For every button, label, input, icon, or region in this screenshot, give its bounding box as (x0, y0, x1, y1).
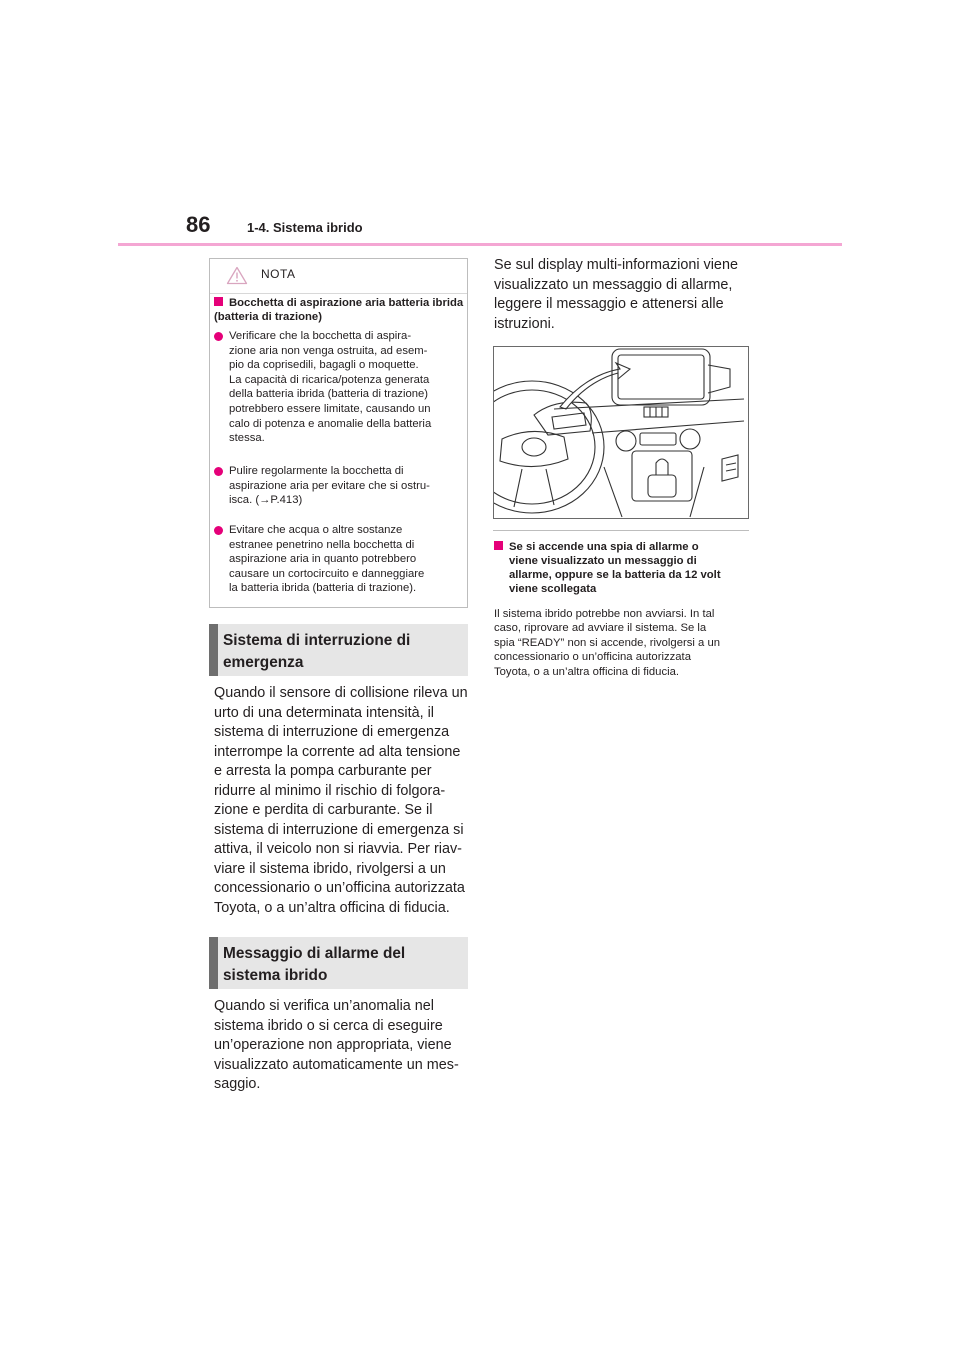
paragraph-line: concessionario o un’officina autorizzata (214, 880, 465, 896)
nota-header (210, 259, 467, 293)
nota-title: NOTA (261, 267, 296, 281)
body-line: concessionario o un’officina autorizzata (494, 651, 691, 664)
page-number: 86 (186, 212, 211, 237)
heading-line: viene visualizzato un messaggio di (509, 555, 697, 567)
paragraph-line: attiva, il veicolo non si riavvia. Per riav- (214, 841, 462, 857)
nota-bullet-line: aspirazione aria in quanto potrebbero (229, 553, 417, 566)
heading-line: viene scollegata (509, 583, 597, 595)
nota-box (209, 258, 468, 608)
display-message-paragraph (494, 256, 750, 334)
warning-message-paragraph (214, 997, 470, 1095)
paragraph-line: sistema di interruzione di emergenza si (214, 821, 464, 838)
paragraph-line: visualizzato un messaggio di allarme, (494, 276, 733, 293)
paragraph-line: interrompe la corrente ad alta tensione (214, 743, 461, 760)
body-line: Toyota, o a un’altra officina di fiducia. (494, 665, 680, 678)
section-header-line: sistema ibrido (223, 967, 328, 984)
paragraph-line: istruzioni. (494, 315, 555, 332)
square-bullet-icon (494, 541, 503, 550)
warning-light-heading (494, 540, 750, 596)
warning-light-body (494, 607, 750, 679)
section-header-line: emergenza (223, 654, 304, 671)
nota-bullet-line: pio da coprisedili, bagagli o moquette. (229, 359, 419, 372)
paragraph-line: leggere il messaggio e attenersi alle (494, 296, 724, 312)
paragraph-line: visualizzato automaticamente un mes- (214, 1056, 459, 1073)
nota-bullet-line: la batteria ibrida (batteria di trazione). (229, 582, 417, 595)
section-header-bar (209, 937, 218, 989)
section-header-line: Sistema di interruzione di (223, 632, 411, 649)
dashboard-illustration (493, 346, 749, 519)
round-bullet-icon (214, 467, 223, 476)
section-title: 1-4. Sistema ibrido (247, 220, 363, 235)
nota-divider (210, 293, 467, 294)
nota-bullet (214, 464, 466, 508)
nota-bullet-line: causare un cortocircuito e danneggiare (229, 567, 425, 580)
paragraph-line: saggio. (214, 1076, 261, 1092)
section-header-bar (209, 624, 218, 676)
nota-bullet-line: zione aria non venga ostruita, ad esem- (229, 344, 428, 357)
body-line: caso, riprovare ad avviare il sistema. Se la (494, 622, 707, 635)
round-bullet-icon (214, 526, 223, 535)
round-bullet-icon (214, 332, 223, 341)
nota-bullet-line: calo di potenza e anomalie della batteria (229, 417, 432, 430)
section-header-emergency-shutoff (209, 624, 468, 676)
header-rule (118, 243, 842, 246)
section-header-line: Messaggio di allarme del (223, 945, 406, 962)
warning-triangle-icon (226, 266, 248, 285)
paragraph-line: viare il sistema ibrido, rivolgersi a un (214, 860, 446, 877)
paragraph-line: un’operazione non appropriata, viene (214, 1037, 452, 1053)
paragraph-line: sistema ibrido o si cerca di eseguire (214, 1017, 443, 1034)
paragraph-line: sistema di interruzione di emergenza (214, 724, 450, 740)
paragraph-line: e arresta la pompa carburante per (214, 763, 432, 779)
body-line: Il sistema ibrido potrebbe non avviarsi. In tal (494, 608, 715, 620)
nota-heading-text: Bocchetta di aspirazione aria batteria ibrida (batteria di trazione) (214, 297, 464, 323)
nota-bullet-line: estranee penetrino nella bocchetta di (229, 538, 415, 551)
nota-bullet-line: Verificare che la bocchetta di aspira- (229, 330, 412, 342)
nota-bullet-line: aspirazione aria per evitare che si ostru- (229, 479, 430, 492)
heading-line: Se si accende una spia di allarme o (509, 541, 699, 553)
paragraph-line: Se sul display multi-informazioni viene (494, 257, 738, 273)
emergency-shutoff-paragraph (214, 684, 470, 918)
nota-bullet-line: Pulire regolarmente la bocchetta di (229, 465, 404, 477)
paragraph-line: urto di una determinata intensità, il (214, 704, 434, 721)
paragraph-line: Quando si verifica un’anomalia nel (214, 998, 434, 1014)
nota-bullet-line: stessa. (229, 432, 265, 445)
square-bullet-icon (214, 297, 223, 306)
nota-bullet (214, 523, 466, 596)
nota-heading (214, 296, 464, 324)
figure-divider (493, 530, 749, 531)
nota-bullet-line: isca. (→P.413) (229, 494, 303, 507)
nota-bullet-line: della batteria ibrida (batteria di trazione) (229, 388, 429, 401)
paragraph-line: Quando il sensore di collisione rileva un (214, 685, 468, 701)
nota-bullet (214, 329, 466, 446)
heading-line: allarme, oppure se la batteria da 12 volt (509, 569, 721, 581)
paragraph-line: zione e perdita di carburante. Se il (214, 802, 433, 818)
paragraph-line: Toyota, o a un’altra officina di fiducia. (214, 899, 450, 916)
paragraph-line: ridurre al minimo il rischio di folgora- (214, 782, 446, 799)
dashboard-drawing (494, 347, 748, 518)
nota-bullet-line: potrebbero essere limitate, causando un (229, 402, 431, 415)
nota-bullet-line: La capacità di ricarica/potenza generata (229, 373, 430, 386)
section-header-warning-message (209, 937, 468, 989)
nota-bullet-line: Evitare che acqua o altre sostanze (229, 524, 403, 536)
body-line: spia “READY” non si accende, rivolgersi a un (494, 636, 721, 649)
